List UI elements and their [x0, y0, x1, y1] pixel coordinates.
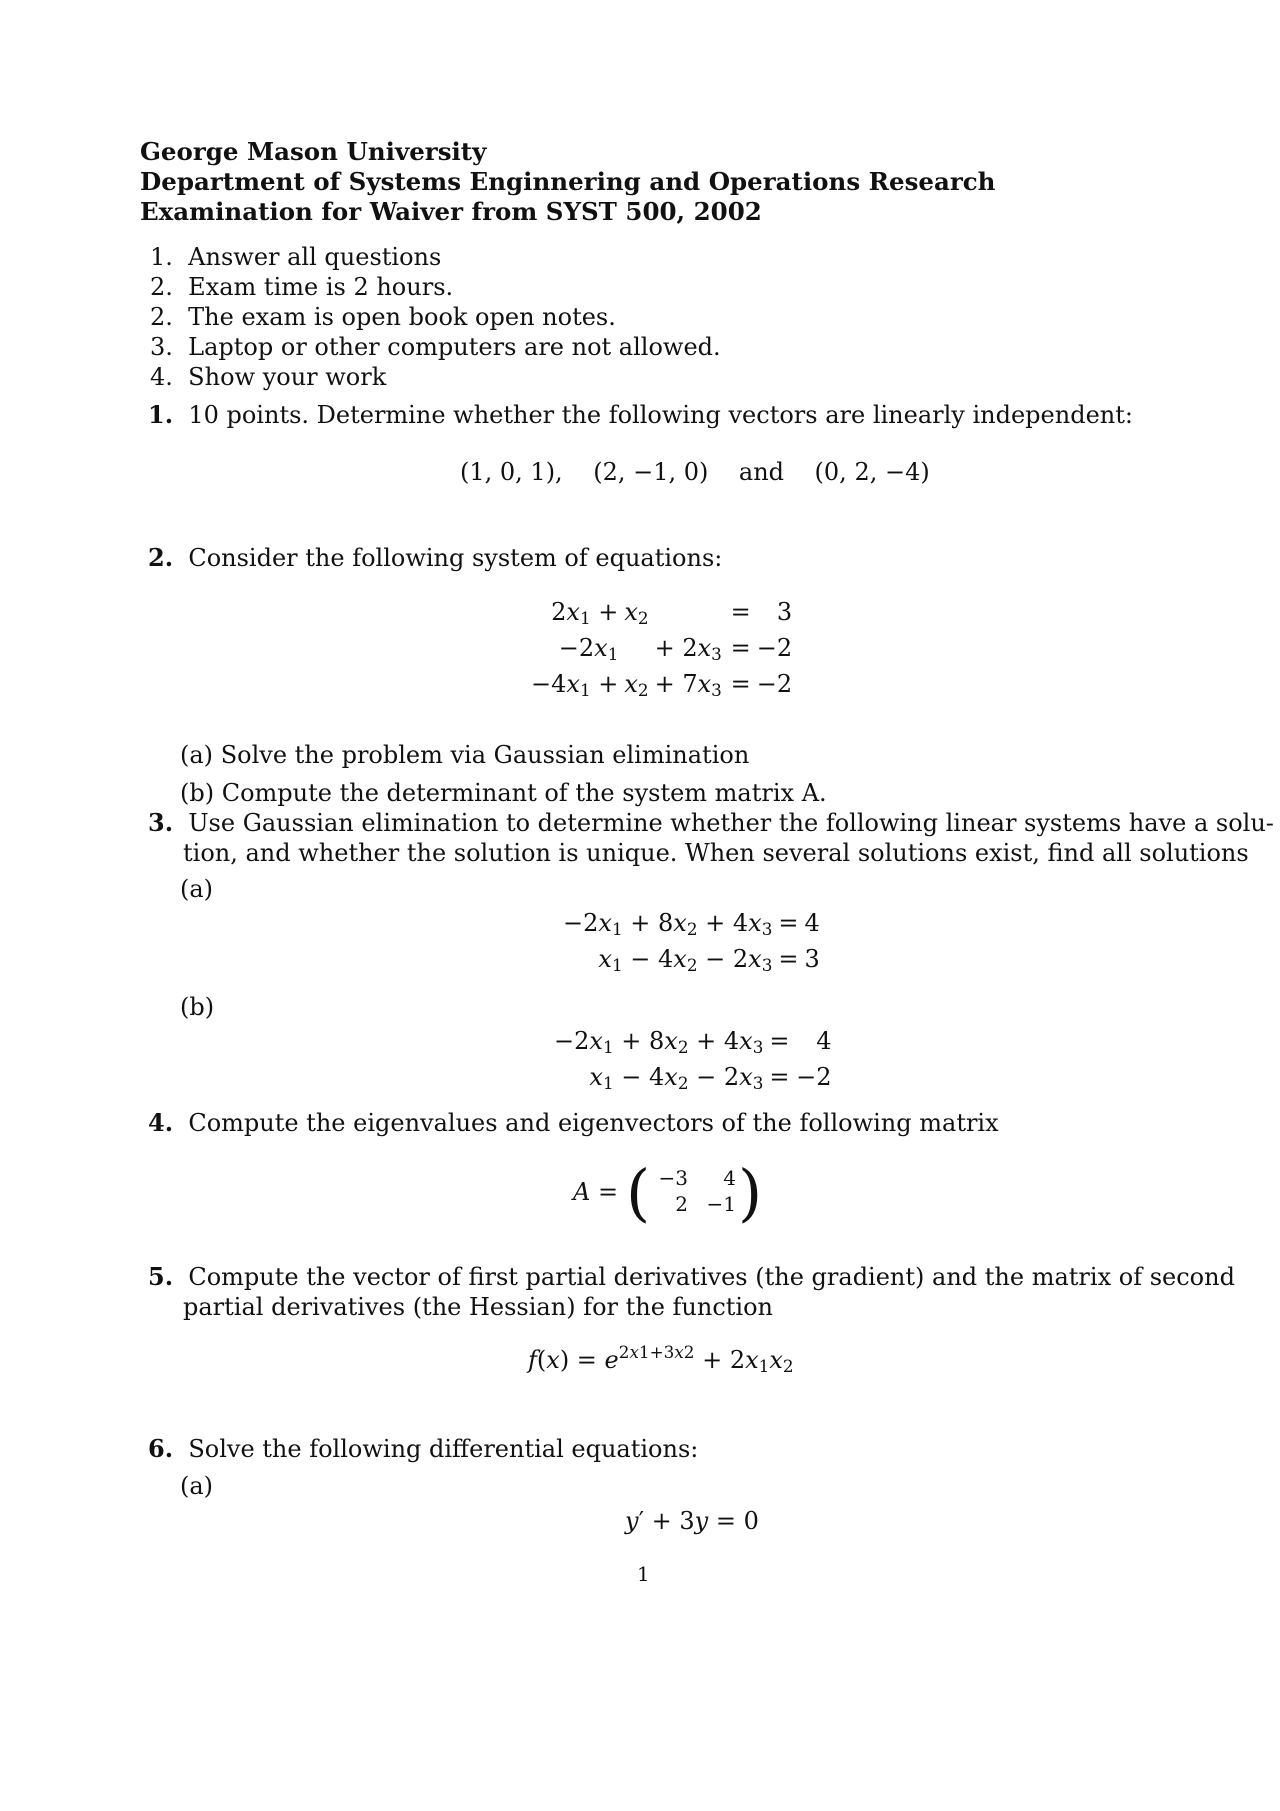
- equation-row: $-2x_1 + 8x_2 + 4x_3$ = 4: [560, 905, 823, 941]
- equation-row: $-2x_1 + 8x_2 + 4x_3$ = 4: [551, 1023, 834, 1059]
- q2-part-a: [180, 740, 749, 770]
- left-parenthesis: (: [626, 1156, 651, 1229]
- matrix-name: A =: [573, 1178, 619, 1206]
- instruction-item: [150, 362, 386, 392]
- q3-part-a-label: (a): [180, 875, 214, 903]
- question-text: Use Gaussian elimination to determine whether the following linear systems have a solu-: [188, 809, 1274, 837]
- instruction-item: [150, 332, 721, 362]
- department-name: Department of Systems Enginnering and Operations Research: [140, 167, 996, 196]
- university-name: George Mason University: [140, 137, 487, 166]
- question-text: Solve the following differential equations:: [188, 1435, 699, 1463]
- matrix-row: [648, 1191, 736, 1217]
- exam-title: Examination for Waiver from SYST 500, 2002: [140, 197, 762, 226]
- equation-rhs: −2: [796, 1063, 832, 1091]
- equation-rhs: 3: [776, 598, 793, 626]
- question-5: [148, 1262, 1235, 1292]
- question-number: 4.: [148, 1108, 174, 1137]
- equation-row: $2x_1$ + $x_2$ = 3: [528, 594, 795, 630]
- question-2: [148, 543, 722, 573]
- differential-equation: y′ + 3y = 0: [625, 1507, 759, 1535]
- q3-part-b-label: (b): [180, 993, 215, 1021]
- question-number: 6.: [148, 1434, 174, 1463]
- matrix-cell: −1: [706, 1192, 736, 1216]
- instruction-text: The exam is open book open notes.: [188, 303, 616, 331]
- instruction-item: [150, 272, 453, 302]
- vector-1: (1, 0, 1),: [460, 458, 563, 486]
- q6-part-a-label: (a): [180, 1472, 214, 1500]
- question-number: 2.: [148, 543, 174, 572]
- right-parenthesis: ): [738, 1156, 763, 1229]
- equation-rhs: 3: [804, 945, 820, 973]
- vector-2: (2, −1, 0): [593, 458, 709, 486]
- instruction-number: 3.: [150, 333, 173, 361]
- equation-row: $x_1 - 4x_2 - 2x_3$ = −2: [551, 1059, 834, 1095]
- equation-rhs: 4: [804, 909, 820, 937]
- instruction-number: 2.: [150, 273, 173, 301]
- vector-list: [460, 457, 930, 487]
- equation-system-q2: [528, 594, 795, 702]
- matrix-row: [648, 1165, 736, 1191]
- question-number: 5.: [148, 1262, 174, 1291]
- question-text: 10 points. Determine whether the following vectors are linearly independent:: [188, 401, 1133, 429]
- matrix-cell: 4: [723, 1166, 736, 1190]
- equation-row: $x_1 - 4x_2 - 2x_3$ = 3: [560, 941, 823, 977]
- instruction-text: Show your work: [188, 363, 387, 391]
- part-text: Solve the problem via Gaussian elimination: [220, 741, 750, 769]
- question-6: [148, 1434, 698, 1464]
- equation-system-q3a: [560, 905, 823, 977]
- question-4: [148, 1108, 999, 1138]
- instruction-item: [150, 242, 441, 272]
- equation-system-q3b: [551, 1023, 834, 1095]
- question-text: Consider the following system of equations:: [188, 544, 723, 572]
- question-3: [148, 808, 1274, 838]
- instruction-text: Laptop or other computers are not allowed.: [188, 333, 721, 361]
- matrix-a: [648, 1165, 736, 1217]
- equation-row: $-2x_1$ + $2x_3$ = −2: [528, 630, 795, 666]
- function-definition: $f(x) = e^{2x1+3x2} + 2x_1x_2$: [528, 1342, 794, 1376]
- equation-rhs: −2: [756, 634, 793, 662]
- instruction-item: [150, 302, 616, 332]
- part-text: Compute the determinant of the system matrix A.: [221, 779, 827, 807]
- page-number: 1: [637, 1562, 650, 1586]
- matrix-cell: 2: [675, 1192, 688, 1216]
- instruction-number: 2.: [150, 303, 173, 331]
- instruction-text: Answer all questions: [188, 243, 442, 271]
- instruction-number: 1.: [150, 243, 173, 271]
- instruction-text: Exam time is 2 hours.: [188, 273, 454, 301]
- question-text: Compute the eigenvalues and eigenvectors of the following matrix: [188, 1109, 999, 1137]
- question-5-continued: partial derivatives (the Hessian) for the function: [183, 1293, 774, 1321]
- part-label: (b): [180, 779, 215, 807]
- matrix-cell: −3: [658, 1166, 688, 1190]
- conjunction: and: [738, 458, 785, 486]
- question-number: 3.: [148, 808, 174, 837]
- question-text: Compute the vector of first partial derivatives (the gradient) and the matrix of second: [188, 1263, 1235, 1291]
- part-label: (a): [180, 741, 214, 769]
- equation-row: $-4x_1$ + $x_2$ + $7x_3$ = −2: [528, 666, 795, 702]
- question-3-continued: tion, and whether the solution is unique. When several solutions exist, find all solutions: [183, 839, 1249, 867]
- equation-rhs: −2: [756, 670, 793, 698]
- vector-3: (0, 2, −4): [814, 458, 930, 486]
- q2-part-b: [180, 778, 827, 808]
- question-number: 1.: [148, 400, 174, 429]
- question-1: [148, 400, 1133, 430]
- instruction-number: 4.: [150, 363, 173, 391]
- equation-rhs: 4: [816, 1027, 832, 1055]
